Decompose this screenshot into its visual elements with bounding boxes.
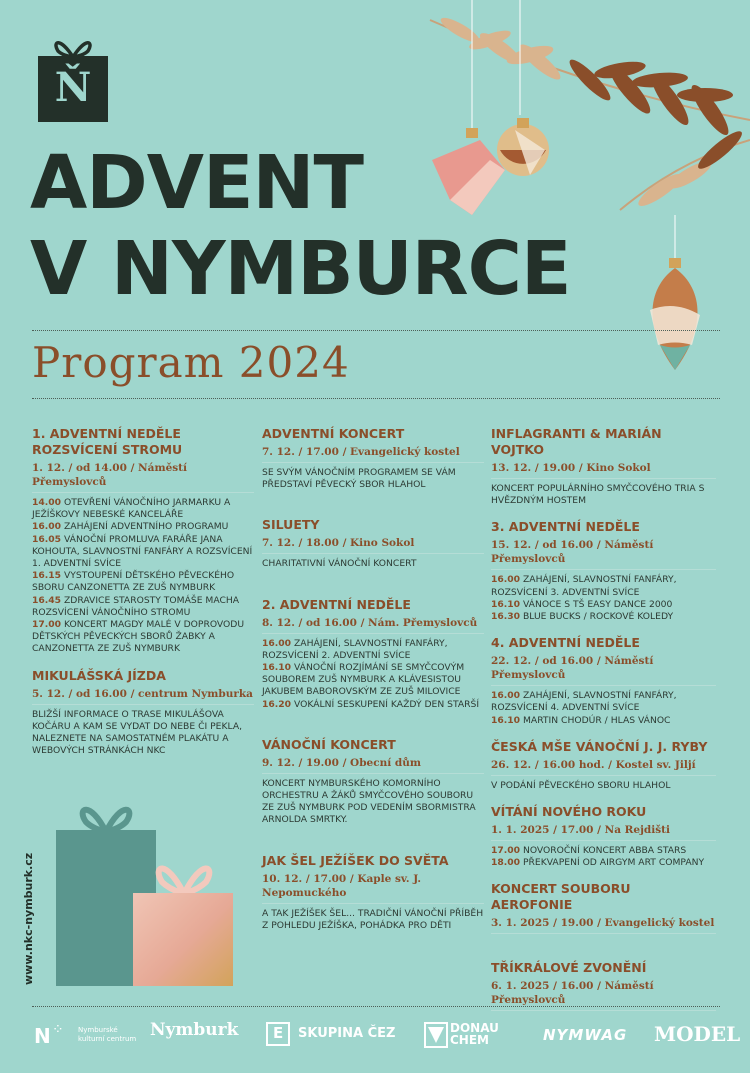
event-heading: TŘÍKRÁLOVÉ ZVONĚNÍ	[491, 960, 647, 976]
event-item: 17.00 KONCERT MAGDY MALÉ V DOPROVODU DĚTSKÝCH PĚVECKÝCH SBORŮ ŽABKY A CANZONETTA ZE ZUŠ NYMBURK	[32, 619, 245, 655]
event-date: 22. 12. / od 16.00 / Náměstí Přemyslovců	[491, 654, 716, 686]
gift-bow-icon	[74, 798, 138, 834]
donau-line-2: CHEM	[450, 1033, 489, 1047]
event-date: 10. 12. / 17.00 / Kaple sv. J. Nepomuckého	[262, 872, 484, 904]
sponsor-nymburk: Nymburk	[150, 1020, 239, 1040]
event-2-advent-sunday	[262, 597, 484, 711]
event-item: 16.00 ZAHÁJENÍ ADVENTNÍHO PROGRAMU	[32, 521, 229, 533]
event-heading: MIKULÁŠSKÁ JÍZDA	[32, 667, 166, 683]
event-date: 15. 12. / od 16.00 / Náměstí Přemyslovců	[491, 538, 716, 570]
event-heading: JAK ŠEL JEŽÍŠEK DO SVĚTA	[262, 852, 449, 868]
event-inflagranti	[491, 426, 716, 507]
event-description: A TAK JEŽÍŠEK ŠEL... TRADIČNÍ VÁNOČNÍ PŘÍBĚH Z POHLEDU JEŽÍŠKA, POHÁDKA PRO DĚTI	[262, 907, 484, 931]
column-2	[262, 426, 484, 944]
event-heading: 1. ADVENTNÍ NEDĚLE ROZSVÍCENÍ STROMU	[32, 426, 183, 457]
event-heading: VÍTÁNÍ NOVÉHO ROKU	[491, 804, 647, 820]
divider-top	[32, 330, 720, 331]
event-date: 1. 12. / od 14.00 / Náměstí Přemyslovců	[32, 461, 254, 493]
divider-program	[32, 398, 720, 399]
event-description: CHARITATIVNÍ VÁNOČNÍ KONCERT	[262, 558, 417, 570]
event-item: 16.00 ZAHÁJENÍ, SLAVNOSTNÍ FANFÁRY, ROZSVÍCENÍ 2. ADVENTNÍ SVÍCE	[262, 637, 448, 661]
event-description: SE SVÝM VÁNOČNÍM PROGRAMEM SE VÁM PŘEDSTAVÍ PĚVECKÝ SBOR HLAHOL	[262, 467, 456, 491]
sponsor-nymwag: NYMWAG	[543, 1026, 628, 1044]
event-date: 3. 1. 2025 / 19.00 / Evangelický kostel	[491, 916, 716, 934]
event-item: 14.00 OTEVŘENÍ VÁNOČNÍHO JARMARKU A JEŽÍŠKOVY NEBESKÉ KANCELÁŘE	[32, 497, 231, 521]
event-new-year	[491, 804, 716, 869]
title-line-2: V NYMBURCE	[30, 226, 571, 312]
event-item: 16.30 BLUE BUCKS / ROCKOVÉ KOLEDY	[491, 611, 674, 623]
event-item: 16.10 VÁNOCE S TŠ EASY DANCE 2000	[491, 598, 673, 610]
dots-icon: ⁘	[52, 1022, 64, 1038]
event-heading: 4. ADVENTNÍ NEDĚLE	[491, 635, 640, 651]
branch-ornaments-decoration	[420, 0, 750, 380]
sponsor-donau	[450, 1022, 499, 1046]
event-description: BLIŽŠÍ INFORMACE O TRASE MIKULÁŠOVA KOČÁRU A KAM SE VYDAT DO NEBE ČI PEKLA, NALEZNETE NA SAMOSTATNÉM PLAKÁTU A WEBOVÝCH STRÁNKÁCH NKC	[32, 708, 243, 757]
nkc-mark: N	[34, 1024, 51, 1048]
gift-box-pink	[133, 893, 233, 986]
title-line-1: ADVENT	[30, 140, 363, 226]
event-item: 16.20 VOKÁLNÍ SESKUPENÍ KAŽDÝ DEN STARŠÍ	[262, 698, 480, 710]
event-heading: ČESKÁ MŠE VÁNOČNÍ J. J. RYBY	[491, 738, 708, 754]
event-3-advent-sunday	[491, 519, 716, 623]
event-heading: SILUETY	[262, 517, 320, 533]
program-title: Program 2024	[32, 338, 350, 387]
nkc-line-2: kulturní centrum	[78, 1035, 137, 1043]
event-heading: ADVENTNÍ KONCERT	[262, 426, 405, 441]
event-date: 7. 12. / 17.00 / Evangelický kostel	[262, 445, 484, 463]
event-aerofonie	[491, 881, 716, 934]
event-item: 16.15 VYSTOUPENÍ DĚTSKÉHO PĚVECKÉHO SBORU CANZONETTA ZE ZUŠ NYMBURK	[32, 570, 235, 594]
divider-bottom	[32, 1006, 720, 1007]
event-item: 16.10 VÁNOČNÍ ROZJÍMÁNÍ SE SMYČCOVÝM SOUBOREM ZUŠ NYMBURK A KLÁVESISTOU JAKUBEM BABOROVSKÝM ZE ZUŠ MILOVICE	[262, 662, 465, 698]
event-mikulas	[32, 668, 254, 758]
event-heading: INFLAGRANTI & MARIÁN VOJTKO	[491, 426, 662, 457]
event-item: 16.00 ZAHÁJENÍ, SLAVNOSTNÍ FANFÁRY, ROZSVÍCENÍ 4. ADVENTNÍ SVÍCE	[491, 690, 677, 714]
website-link[interactable]	[18, 852, 40, 985]
logo-letter: Ň	[54, 64, 92, 111]
donau-line-1: DONAU	[450, 1021, 499, 1035]
event-item: 18.00 PŘEKVAPENÍ OD AIRGYM ART COMPANY	[491, 857, 705, 869]
event-date: 8. 12. / od 16.00 / Nám. Přemyslovců	[262, 616, 484, 634]
event-heading: 3. ADVENTNÍ NEDĚLE	[491, 519, 640, 535]
event-date: 9. 12. / 19.00 / Obecní dům	[262, 756, 484, 774]
event-item: 16.45 ZDRAVICE STAROSTY TOMÁŠE MACHA ROZSVÍCENÍ VÁNOČNÍHO STROMU	[32, 594, 240, 618]
event-heading: VÁNOČNÍ KONCERT	[262, 736, 396, 752]
event-date: 7. 12. / 18.00 / Kino Sokol	[262, 536, 484, 554]
website-text: www.nkc-nymburk.cz	[22, 852, 35, 985]
event-heading: 2. ADVENTNÍ NEDĚLE	[262, 596, 411, 612]
gift-bow-icon	[150, 856, 218, 896]
nkc-logo	[38, 56, 108, 122]
event-item: 17.00 NOVOROČNÍ KONCERT ABBA STARS	[491, 845, 687, 857]
event-heading: KONCERT SOUBORU AEROFONIE	[491, 881, 631, 913]
event-item: 16.10 MARTIN CHODÚR / HLAS VÁNOC	[491, 714, 671, 726]
event-christmas-concert	[262, 737, 484, 827]
event-date: 5. 12. / od 16.00 / centrum Nymburka	[32, 687, 254, 705]
nkc-line-1: Nymburské	[78, 1026, 118, 1034]
event-three-kings	[491, 960, 716, 1011]
event-siluety	[262, 517, 484, 570]
event-advent-concert	[262, 426, 484, 491]
event-description: V PODÁNÍ PĚVECKÉHO SBORU HLAHOL	[491, 779, 671, 791]
cez-icon: E	[266, 1022, 290, 1046]
event-item: 16.00 ZAHÁJENÍ, SLAVNOSTNÍ FANFÁRY, ROZSVÍCENÍ 3. ADVENTNÍ SVÍCE	[491, 574, 677, 598]
event-date: 6. 1. 2025 / 16.00 / Náměstí Přemyslovců	[491, 979, 716, 1011]
event-jezisek	[262, 853, 484, 932]
event-date: 26. 12. / 16.00 hod. / Kostel sv. Jiljí	[491, 758, 716, 776]
sponsor-model: MODEL	[654, 1022, 741, 1046]
event-date: 13. 12. / 19.00 / Kino Sokol	[491, 461, 716, 479]
event-description: KONCERT POPULÁRNÍHO SMYČCOVÉHO TRIA S HVĚZDNÝM HOSTEM	[491, 483, 705, 507]
event-1-advent-sunday	[32, 426, 254, 656]
donau-icon	[424, 1022, 448, 1048]
column-3	[491, 426, 716, 1023]
sponsor-nkc	[34, 1024, 144, 1054]
event-date: 1. 1. 2025 / 17.00 / Na Rejdišti	[491, 823, 716, 841]
event-4-advent-sunday	[491, 635, 716, 727]
event-item: 16.05 VÁNOČNÍ PROMLUVA FARÁŘE JANA KOHOUTA, SLAVNOSTNÍ FANFÁRY A ROZSVÍCENÍ 1. ADVENTNÍ SVÍCE	[32, 533, 253, 570]
event-description: KONCERT NYMBURSKÉHO KOMORNÍHO ORCHESTRU A ŽÁKŮ SMYČCOVÉHO SOUBORU ZE ZUŠ NYMBURK POD VEDENÍM SBORMISTRA ARNOLDA SMRTKY.	[262, 777, 476, 826]
column-1	[32, 426, 254, 769]
event-czech-mass	[491, 739, 716, 792]
sponsor-cez: SKUPINA ČEZ	[298, 1026, 396, 1041]
